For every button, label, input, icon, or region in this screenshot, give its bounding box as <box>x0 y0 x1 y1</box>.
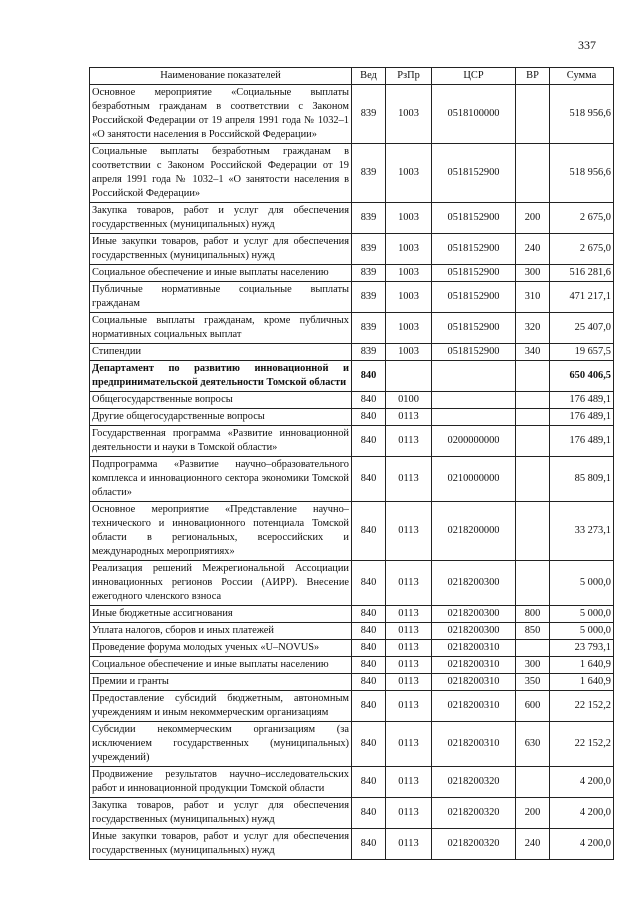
row-name: Субсидии некоммерческим организациям (за исключением государственных (муниципальных) учреждений) <box>90 722 352 767</box>
table-header-row <box>90 68 614 85</box>
row-rzpr: 0113 <box>386 657 432 674</box>
row-ved: 839 <box>352 313 386 344</box>
row-sum: 2 675,0 <box>550 234 614 265</box>
row-vr: 200 <box>516 203 550 234</box>
table-row <box>90 203 614 234</box>
row-name: Иные закупки товаров, работ и услуг для обеспечения государственных (муниципальных) нужд <box>90 829 352 860</box>
row-vr <box>516 426 550 457</box>
row-vr: 240 <box>516 234 550 265</box>
row-vr <box>516 144 550 203</box>
row-sum: 518 956,6 <box>550 85 614 144</box>
row-sum: 471 217,1 <box>550 282 614 313</box>
row-name: Социальные выплаты гражданам, кроме публичных нормативных социальных выплат <box>90 313 352 344</box>
row-vr <box>516 361 550 392</box>
table-row <box>90 282 614 313</box>
row-ved: 840 <box>352 798 386 829</box>
row-csr: 0518152900 <box>432 144 516 203</box>
budget-table <box>89 67 614 860</box>
row-csr: 0218200310 <box>432 722 516 767</box>
row-rzpr: 0113 <box>386 767 432 798</box>
row-sum: 5 000,0 <box>550 606 614 623</box>
row-csr: 0518152900 <box>432 344 516 361</box>
row-vr: 300 <box>516 657 550 674</box>
row-rzpr: 1003 <box>386 144 432 203</box>
row-vr <box>516 767 550 798</box>
row-rzpr: 0113 <box>386 426 432 457</box>
row-sum: 1 640,9 <box>550 674 614 691</box>
row-vr <box>516 457 550 502</box>
table-row <box>90 798 614 829</box>
row-sum: 2 675,0 <box>550 203 614 234</box>
row-vr: 800 <box>516 606 550 623</box>
row-sum: 4 200,0 <box>550 798 614 829</box>
row-name: Общегосударственные вопросы <box>90 392 352 409</box>
row-sum: 22 152,2 <box>550 691 614 722</box>
row-sum: 25 407,0 <box>550 313 614 344</box>
table-row <box>90 767 614 798</box>
row-rzpr: 0113 <box>386 561 432 606</box>
row-csr <box>432 392 516 409</box>
row-vr: 310 <box>516 282 550 313</box>
row-name: Закупка товаров, работ и услуг для обеспечения государственных (муниципальных) нужд <box>90 798 352 829</box>
row-vr: 200 <box>516 798 550 829</box>
row-csr: 0518152900 <box>432 203 516 234</box>
row-rzpr: 0113 <box>386 722 432 767</box>
row-ved: 840 <box>352 640 386 657</box>
row-sum: 650 406,5 <box>550 361 614 392</box>
row-rzpr: 0113 <box>386 829 432 860</box>
row-ved: 840 <box>352 409 386 426</box>
row-vr: 850 <box>516 623 550 640</box>
row-sum: 176 489,1 <box>550 409 614 426</box>
row-vr <box>516 502 550 561</box>
row-csr: 0218200000 <box>432 502 516 561</box>
row-rzpr: 1003 <box>386 234 432 265</box>
table-row <box>90 265 614 282</box>
row-rzpr: 1003 <box>386 265 432 282</box>
row-ved: 840 <box>352 674 386 691</box>
row-vr: 630 <box>516 722 550 767</box>
table-row <box>90 722 614 767</box>
row-name: Социальные выплаты безработным гражданам в соответствии с Законом Российской Федерации от 19 апреля 1991 года № 1032–1 «О занятости населения в Российской Федерации» <box>90 144 352 203</box>
row-name: Основное мероприятие «Представление научно–технического и инновационного потенциала Томской области в региональных, всероссийских и международных мероприятиях» <box>90 502 352 561</box>
row-rzpr: 0113 <box>386 623 432 640</box>
column-header-ved: Вед <box>352 68 386 85</box>
row-csr: 0218200310 <box>432 640 516 657</box>
row-ved: 840 <box>352 691 386 722</box>
row-rzpr: 0113 <box>386 640 432 657</box>
row-ved: 840 <box>352 502 386 561</box>
row-csr: 0218200310 <box>432 657 516 674</box>
table-row <box>90 313 614 344</box>
row-ved: 839 <box>352 234 386 265</box>
row-vr: 350 <box>516 674 550 691</box>
row-csr: 0200000000 <box>432 426 516 457</box>
row-csr: 0218200310 <box>432 674 516 691</box>
page-number: 337 <box>578 38 596 52</box>
row-ved: 840 <box>352 657 386 674</box>
column-header-sum: Сумма <box>550 68 614 85</box>
row-name: Основное мероприятие «Социальные выплаты безработным гражданам в соответствии с Законом Российской Федерации от 19 апреля 1991 года № 1032–1 «О занятости населения в Российской Федерации» <box>90 85 352 144</box>
row-ved: 840 <box>352 457 386 502</box>
table-row <box>90 502 614 561</box>
row-csr: 0218200300 <box>432 606 516 623</box>
row-ved: 839 <box>352 144 386 203</box>
table-row <box>90 392 614 409</box>
table-row <box>90 691 614 722</box>
table-row <box>90 457 614 502</box>
row-vr: 600 <box>516 691 550 722</box>
row-rzpr: 0113 <box>386 674 432 691</box>
row-rzpr: 1003 <box>386 203 432 234</box>
row-vr <box>516 561 550 606</box>
row-name: Предоставление субсидий бюджетным, автономным учреждениям и иным некоммерческим организациям <box>90 691 352 722</box>
table-body <box>90 85 614 860</box>
row-name: Другие общегосударственные вопросы <box>90 409 352 426</box>
row-csr <box>432 409 516 426</box>
row-ved: 840 <box>352 561 386 606</box>
row-csr: 0218200320 <box>432 798 516 829</box>
row-ved: 839 <box>352 344 386 361</box>
row-sum: 176 489,1 <box>550 426 614 457</box>
row-name: Департамент по развитию инновационной и предпринимательской деятельности Томской области <box>90 361 352 392</box>
row-rzpr <box>386 361 432 392</box>
column-header-csr: ЦСР <box>432 68 516 85</box>
table-row <box>90 409 614 426</box>
row-name: Социальное обеспечение и иные выплаты населению <box>90 657 352 674</box>
row-rzpr: 0113 <box>386 798 432 829</box>
row-vr: 340 <box>516 344 550 361</box>
row-vr <box>516 409 550 426</box>
row-name: Социальное обеспечение и иные выплаты населению <box>90 265 352 282</box>
row-ved: 840 <box>352 361 386 392</box>
row-sum: 4 200,0 <box>550 767 614 798</box>
row-name: Иные бюджетные ассигнования <box>90 606 352 623</box>
row-sum: 5 000,0 <box>550 623 614 640</box>
row-rzpr: 1003 <box>386 313 432 344</box>
row-sum: 176 489,1 <box>550 392 614 409</box>
column-header-rzpr: РзПр <box>386 68 432 85</box>
table-row <box>90 674 614 691</box>
row-name: Публичные нормативные социальные выплаты гражданам <box>90 282 352 313</box>
row-rzpr: 0113 <box>386 457 432 502</box>
row-rzpr: 0113 <box>386 691 432 722</box>
row-csr: 0218200300 <box>432 623 516 640</box>
row-rzpr: 0113 <box>386 502 432 561</box>
row-rzpr: 1003 <box>386 282 432 313</box>
row-ved: 840 <box>352 606 386 623</box>
row-name: Премии и гранты <box>90 674 352 691</box>
row-vr <box>516 640 550 657</box>
row-vr <box>516 392 550 409</box>
row-csr: 0518100000 <box>432 85 516 144</box>
row-ved: 840 <box>352 623 386 640</box>
row-name: Государственная программа «Развитие инновационной деятельности и науки в Томской области» <box>90 426 352 457</box>
row-vr: 300 <box>516 265 550 282</box>
row-vr <box>516 85 550 144</box>
row-sum: 23 793,1 <box>550 640 614 657</box>
row-sum: 4 200,0 <box>550 829 614 860</box>
row-sum: 516 281,6 <box>550 265 614 282</box>
table-row <box>90 85 614 144</box>
column-header-vr: ВР <box>516 68 550 85</box>
table-row <box>90 829 614 860</box>
row-name: Продвижение результатов научно–исследовательских работ и инновационной продукции Томской области <box>90 767 352 798</box>
row-ved: 840 <box>352 767 386 798</box>
row-csr: 0518152900 <box>432 234 516 265</box>
row-csr: 0218200320 <box>432 829 516 860</box>
row-rzpr: 0113 <box>386 606 432 623</box>
row-name: Иные закупки товаров, работ и услуг для обеспечения государственных (муниципальных) нужд <box>90 234 352 265</box>
row-csr: 0518152900 <box>432 265 516 282</box>
row-csr: 0218200310 <box>432 691 516 722</box>
row-name: Проведение форума молодых ученых «U–NOVUS» <box>90 640 352 657</box>
row-ved: 839 <box>352 203 386 234</box>
table-row <box>90 606 614 623</box>
table-row <box>90 426 614 457</box>
row-csr: 0518152900 <box>432 282 516 313</box>
row-vr: 240 <box>516 829 550 860</box>
table-row <box>90 361 614 392</box>
row-vr: 320 <box>516 313 550 344</box>
row-csr <box>432 361 516 392</box>
row-ved: 839 <box>352 282 386 313</box>
row-ved: 840 <box>352 392 386 409</box>
row-name: Реализация решений Межрегиональной Ассоциации инновационных регионов России (АИРР). Внесение ежегодного членского взноса <box>90 561 352 606</box>
table-row <box>90 234 614 265</box>
row-sum: 22 152,2 <box>550 722 614 767</box>
row-rzpr: 1003 <box>386 85 432 144</box>
row-name: Закупка товаров, работ и услуг для обеспечения государственных (муниципальных) нужд <box>90 203 352 234</box>
row-sum: 85 809,1 <box>550 457 614 502</box>
row-name: Стипендии <box>90 344 352 361</box>
row-ved: 840 <box>352 829 386 860</box>
row-ved: 839 <box>352 265 386 282</box>
row-csr: 0218200300 <box>432 561 516 606</box>
row-rzpr: 0100 <box>386 392 432 409</box>
row-sum: 33 273,1 <box>550 502 614 561</box>
table-row <box>90 344 614 361</box>
table-row <box>90 561 614 606</box>
row-ved: 840 <box>352 722 386 767</box>
row-csr: 0210000000 <box>432 457 516 502</box>
row-ved: 839 <box>352 85 386 144</box>
row-sum: 19 657,5 <box>550 344 614 361</box>
table-row <box>90 640 614 657</box>
row-name: Подпрограмма «Развитие научно–образовательного комплекса и инновационного сектора экономики Томской области» <box>90 457 352 502</box>
table-row <box>90 144 614 203</box>
row-sum: 5 000,0 <box>550 561 614 606</box>
row-sum: 518 956,6 <box>550 144 614 203</box>
row-csr: 0218200320 <box>432 767 516 798</box>
row-ved: 840 <box>352 426 386 457</box>
table-row <box>90 657 614 674</box>
column-header-name: Наименование показателей <box>90 68 352 85</box>
table-row <box>90 623 614 640</box>
row-sum: 1 640,9 <box>550 657 614 674</box>
row-name: Уплата налогов, сборов и иных платежей <box>90 623 352 640</box>
row-rzpr: 0113 <box>386 409 432 426</box>
row-rzpr: 1003 <box>386 344 432 361</box>
row-csr: 0518152900 <box>432 313 516 344</box>
